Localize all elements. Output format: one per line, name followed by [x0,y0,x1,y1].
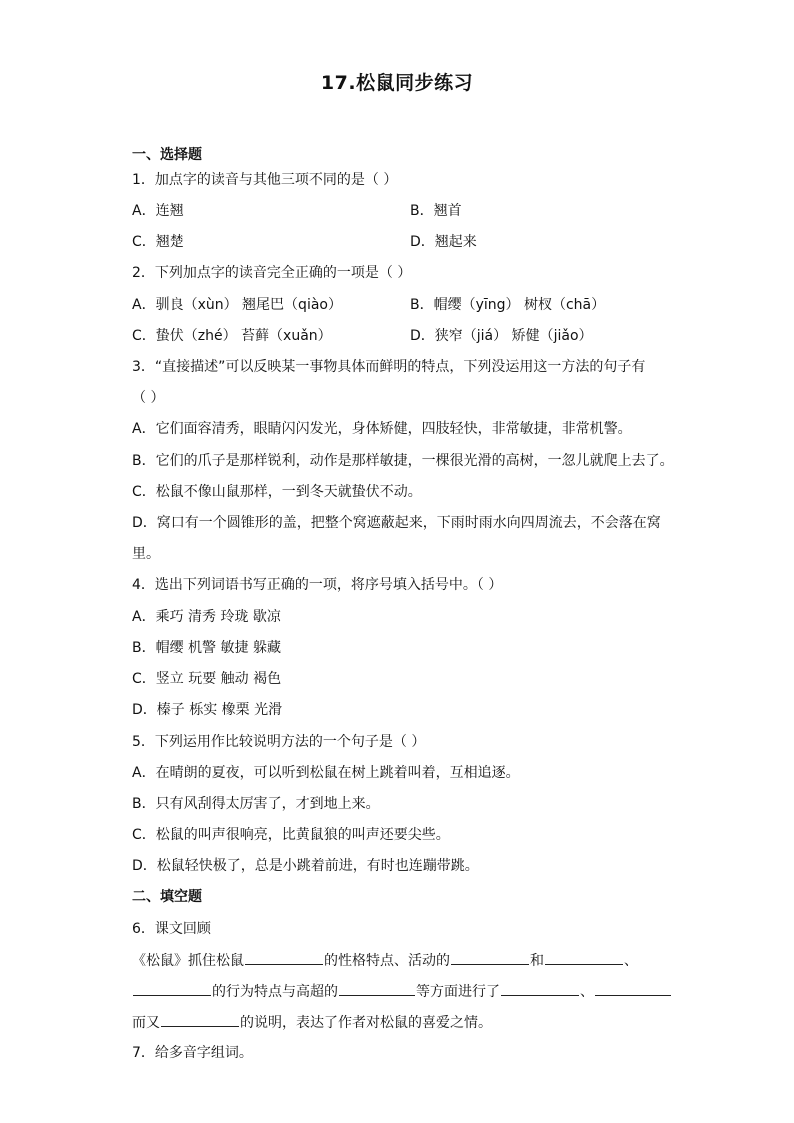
question-1-option-d: D．翘起来 [410,234,477,250]
question-1-option-c: C．翘楚 [132,234,184,250]
question-7-stem: 7．给多音字组词。 [132,1045,253,1061]
answer-blank[interactable] [451,950,529,965]
question-4-option-c: C．竖立 玩要 触动 褐色 [132,671,282,687]
question-1-option-a: A．连翘 [132,203,184,219]
question-6-line-3 [132,1012,672,1033]
question-4-stem: 4．选出下列词语书写正确的一项，将序号填入括号中。（ ） [132,577,503,593]
question-2-stem: 2．下列加点字的读音完全正确的一项是（ ） [132,265,412,281]
section-heading-choice: 一、选择题 [132,147,202,163]
answer-blank[interactable] [545,950,623,965]
question-1-stem: 1．加点字的读音与其他三项不同的是（ ） [132,172,398,188]
question-2-option-c: C．蛰伏（zhé） 苔藓（xuǎn） [132,328,332,344]
question-1-option-b: B．翘首 [410,203,462,219]
question-6-text: 、 [580,984,594,1000]
question-6-text: 和 [530,953,544,969]
question-5-stem: 5．下列运用作比较说明方法的一个句子是（ ） [132,734,426,750]
answer-blank[interactable] [501,981,579,996]
question-3-option-d-cont: 里。 [132,546,160,562]
question-5-option-a: A．在晴朗的夏夜，可以听到松鼠在树上跳着叫着，互相追逐。 [132,765,520,781]
question-3-option-a: A．它们面容清秀，眼睛闪闪发光，身体矫健，四肢轻快，非常敏捷，非常机警。 [132,421,632,437]
question-3-option-d: D．窝口有一个圆锥形的盖，把整个窝遮蔽起来，下雨时雨水向四周流去，不会落在窝 [132,515,661,531]
question-2-option-b: B．帽缨（yīng） 树杈（chā） [410,297,606,313]
question-3-stem: 3．“直接描述”可以反映某一事物具体而鲜明的特点，下列没运用这一方法的句子有 [132,359,646,375]
question-6-line-1 [132,950,672,971]
question-5-option-d: D．松鼠轻快极了，总是小跳着前进，有时也连蹦带跳。 [132,858,479,874]
question-4-option-b: B．帽缨 机警 敏捷 躲藏 [132,640,281,656]
question-5-option-b: B．只有风刮得太厉害了，才到地上来。 [132,796,380,812]
answer-blank[interactable] [595,981,671,996]
answer-blank[interactable] [339,981,415,996]
answer-blank[interactable] [161,1012,239,1027]
question-6-text: 的行为特点与高超的 [212,984,338,1000]
question-6-text: 等方面进行了 [416,984,500,1000]
question-6-line-2 [132,981,672,1002]
question-2-option-a: A．驯良（xùn） 翘尾巴（qiào） [132,297,342,313]
question-3-stem-bracket: （ ） [132,390,165,406]
question-4-option-a: A．乘巧 清秀 玲珑 歇凉 [132,609,281,625]
question-3-option-b: B．它们的爪子是那样锐利，动作是那样敏捷，一棵很光滑的高树，一忽儿就爬上去了。 [132,453,674,469]
question-6-text: 而又 [132,1015,160,1031]
question-5-option-c: C．松鼠的叫声很响亮，比黄鼠狼的叫声还要尖些。 [132,827,450,843]
answer-blank[interactable] [245,950,323,965]
question-6-text: 的说明，表达了作者对松鼠的喜爱之情。 [240,1015,492,1031]
question-6-stem: 6．课文回顾 [132,921,211,937]
question-3-option-c: C．松鼠不像山鼠那样，一到冬天就蛰伏不动。 [132,484,422,500]
page-title: 17.松鼠同步练习 [320,72,474,94]
question-4-option-d: D．榛子 栎实 橡栗 光滑 [132,702,283,718]
question-6-text: 、 [624,953,638,969]
section-heading-fill: 二、填空题 [132,889,202,905]
question-2-option-d: D．狭窄（jiá） 矫健（jiǎo） [410,328,593,344]
question-6-text: 《松鼠》抓住松鼠 [132,953,244,969]
question-6-text: 的性格特点、活动的 [324,953,450,969]
answer-blank[interactable] [133,981,211,996]
